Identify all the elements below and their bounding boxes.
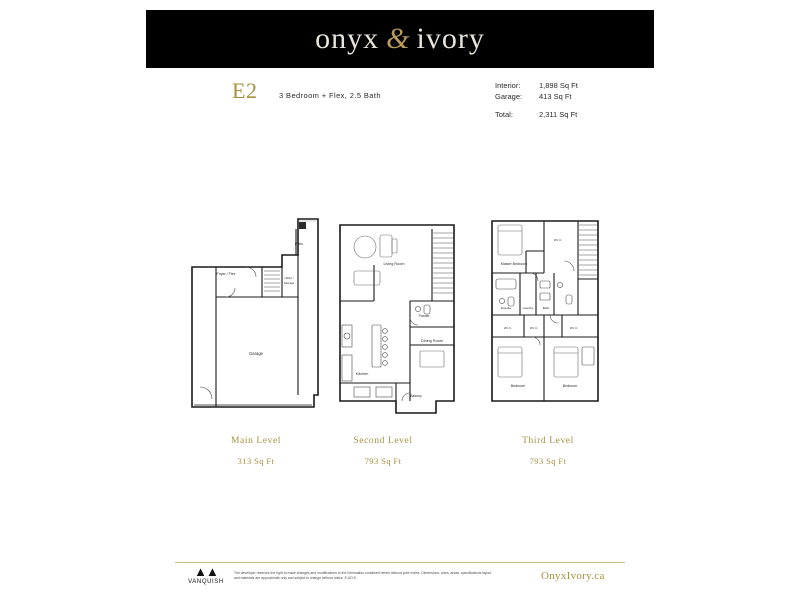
brand-word-ivory: ivory [416,22,485,55]
room-label-bedroom-3: Bedroom [562,384,578,388]
room-label-balcony: Balcony [410,394,422,398]
area-row-interior [495,80,599,91]
area-row-total [495,109,599,120]
main-level-name: Main Level [230,436,282,446]
footer-divider [175,562,625,563]
second-level-name: Second Level [353,436,413,446]
third-level-name: Third Level [522,436,574,446]
room-label-foyer-flex: Foyer / Flex [216,272,236,276]
brand-ampersand: & [386,22,410,55]
brand-word-onyx: onyx [315,22,380,55]
room-label-master-bedroom: Master Bedroom [500,262,528,266]
website-link[interactable]: OnyxIvory.ca [541,570,605,582]
main-level-drawing [186,205,336,420]
room-label-utility-b: Storage [283,281,295,285]
room-label-dining-room: Dining Room [421,339,443,343]
interior-value: 1,898 Sq Ft [539,81,578,90]
garage-label: Garage: [495,92,523,101]
third-level-floorplan [486,205,621,420]
interior-label: Interior: [495,81,521,90]
room-label-kitchen: Kitchen [355,372,369,376]
room-label-wic-3: W.I.C. [569,326,579,330]
developer-logo [183,566,229,585]
caption-second-level [323,436,443,466]
room-label-wic-2: W.I.C. [529,326,539,330]
page-title: E2 [232,78,258,103]
area-summary [495,80,599,120]
main-level-sqft: 313 Sq Ft [237,456,275,466]
second-level-sqft: 793 Sq Ft [364,456,402,466]
disclaimer-text: The developer reserves the right to make changes and modifications to the information contained herein without prior notice. Dimensions, sizes, areas, specifications layout and materials are approximate only and subject to change without notice. E.&O.E. [234,571,492,580]
caption-main-level [196,436,316,466]
total-label: Total: [495,110,513,119]
room-label-living-room: Living Room [383,262,405,266]
room-label-ensuite: Ensuite [500,306,512,310]
brand-logo [146,10,654,68]
third-level-drawing [486,205,621,420]
caption-third-level [488,436,608,466]
room-label-wic-master: W.I.C. [553,238,563,242]
second-level-drawing [332,205,472,420]
third-level-sqft: 793 Sq Ft [529,456,567,466]
garage-value: 413 Sq Ft [539,92,572,101]
room-label-patio: Patio [294,242,304,246]
room-label-bedroom-2: Bedroom [510,384,526,388]
room-label-utility-a: Utility / [284,276,294,280]
main-level-floorplan [186,205,336,420]
room-label-wic-1: W.I.C. [503,326,513,330]
room-label-powder: Powder [418,314,430,318]
second-level-floorplan [332,205,472,420]
header-band [146,10,654,68]
area-row-garage [495,91,599,102]
mountain-icon: ▲▲ [194,564,218,579]
room-label-garage: Garage [249,351,263,356]
developer-logo-name: VANQUISH [188,579,224,585]
total-value: 2,311 Sq Ft [539,110,578,119]
plan-description: 3 Bedroom + Flex, 2.5 Bath [279,91,381,100]
room-label-bath: Bath [542,306,550,310]
room-label-laundry: Laundry [522,306,534,310]
